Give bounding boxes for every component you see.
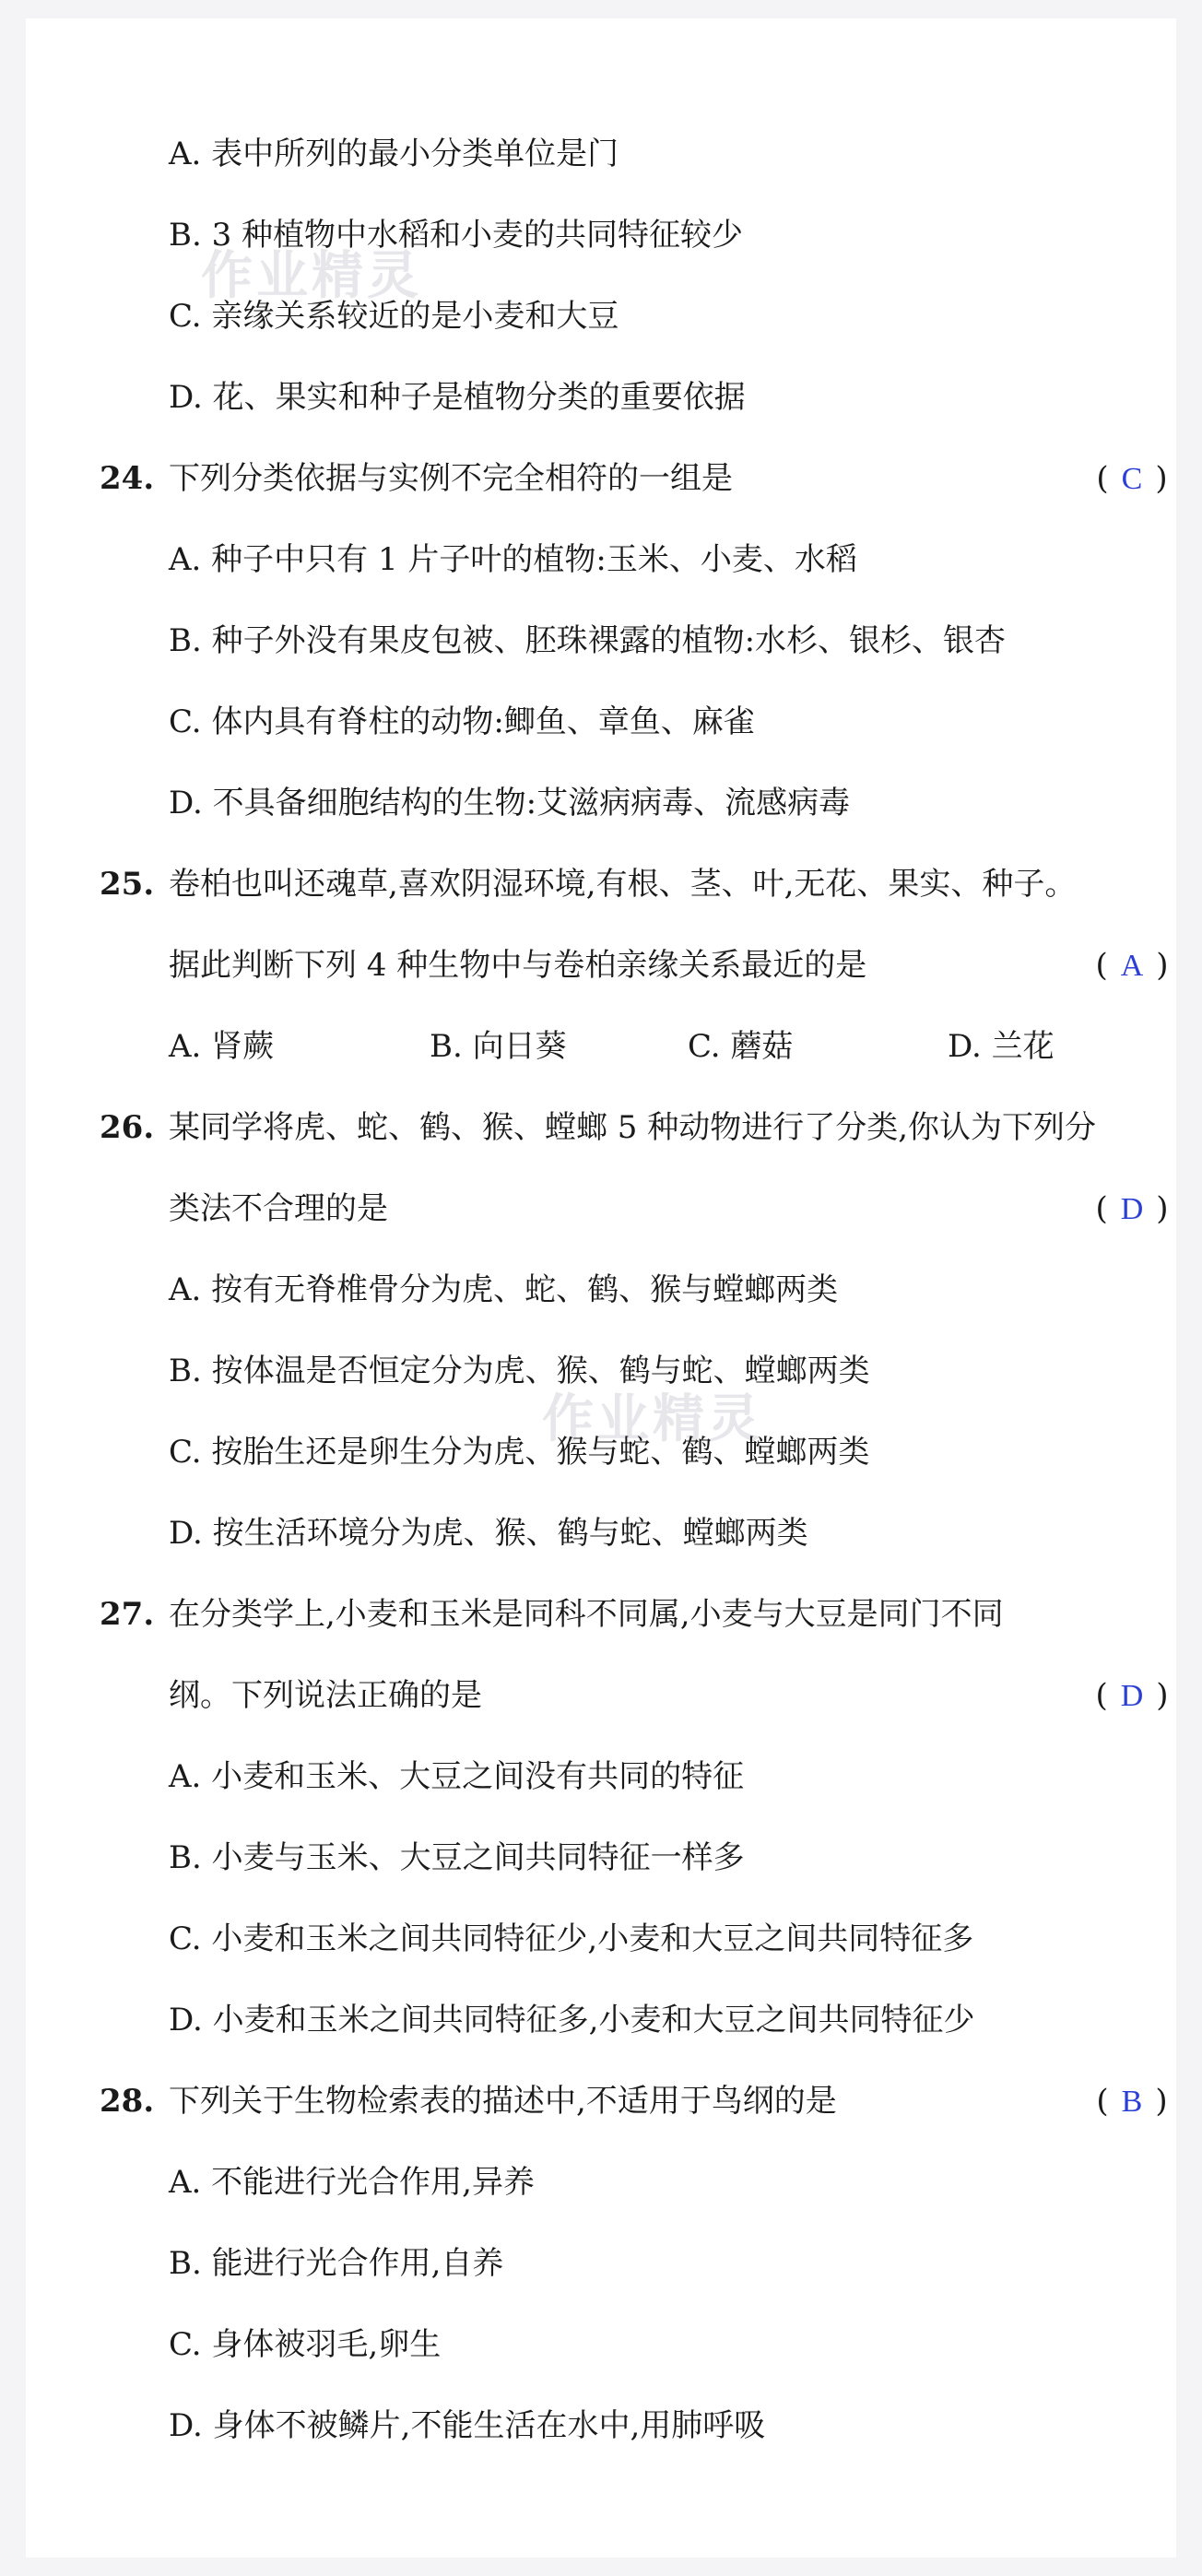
q28-option-b: B. 能进行光合作用,自养 [169,2245,504,2282]
q26-stem-line2: 类法不合理的是 ( D ) [26,1179,1176,1238]
watermark: 作业精灵 [201,246,422,306]
q26-option-b: B. 按体温是否恒定分为虎、猴、鹤与蛇、螳螂两类 [169,1353,870,1389]
q27-option-a: A. 小麦和玉米、大豆之间没有共同的特征 [169,1758,745,1795]
answer-box: ( D ) [1095,1190,1169,1227]
answer-letter: A [1120,949,1144,983]
answer-box: ( A ) [1095,947,1169,984]
answer-letter: B [1121,2085,1143,2119]
q25-stem-line2: 据此判断下列 4 种生物中与卷柏亲缘关系最近的是 ( A ) [26,936,1176,995]
q26-stem-line1: 26. 某同学将虎、蛇、鹤、猴、螳螂 5 种动物进行了分类,你认为下列分 [26,1098,1176,1157]
answer-box: ( B ) [1096,2083,1168,2120]
q25-stem-line1: 25. 卷柏也叫还魂草,喜欢阴湿环境,有根、茎、叶,无花、果实、种子。 [26,855,1176,914]
q24-option-c: C. 体内具有脊柱的动物:鲫鱼、章鱼、麻雀 [169,703,755,740]
q25-option-a: A. 肾蕨 [169,1028,275,1065]
q27-option-b: B. 小麦与玉米、大豆之间共同特征一样多 [169,1839,745,1876]
q24-option-a: A. 种子中只有 1 片子叶的植物:玉米、小麦、水稻 [169,541,857,578]
question-number: 28. [100,2083,155,2120]
q28-option-d: D. 身体不被鳞片,不能生活在水中,用肺呼吸 [169,2407,766,2444]
q28-stem: 28. 下列关于生物检索表的描述中,不适用于鸟纲的是 ( B ) [26,2072,1176,2131]
question-number: 24. [100,460,155,497]
q28-option-c: C. 身体被羽毛,卵生 [169,2326,442,2363]
question-number: 26. [100,1109,155,1146]
q26-option-a: A. 按有无脊椎骨分为虎、蛇、鹤、猴与螳螂两类 [169,1271,839,1308]
q25-option-d: D. 兰花 [948,1028,1055,1065]
q24-option-d: D. 不具备细胞结构的生物:艾滋病病毒、流感病毒 [169,785,851,821]
answer-letter: C [1121,462,1143,496]
answer-letter: D [1120,1192,1144,1226]
q27-option-c: C. 小麦和玉米之间共同特征少,小麦和大豆之间共同特征多 [169,1920,974,1957]
question-number: 25. [100,866,155,903]
question-number: 27. [100,1596,155,1633]
q27-stem-line2: 纲。下列说法正确的是 ( D ) [26,1666,1176,1725]
q26-option-d: D. 按生活环境分为虎、猴、鹤与蛇、螳螂两类 [169,1515,808,1552]
answer-box: ( C ) [1096,460,1168,497]
worksheet-page [26,18,1176,2558]
q26-option-c: C. 按胎生还是卵生分为虎、猴与蛇、鹤、螳螂两类 [169,1434,870,1471]
answer-letter: D [1120,1679,1144,1713]
q24-stem: 24. 下列分类依据与实例不完全相符的一组是 ( C ) [26,449,1176,508]
q28-option-a: A. 不能进行光合作用,异养 [169,2164,535,2201]
q23-option-d: D. 花、果实和种子是植物分类的重要依据 [169,379,746,416]
q25-options [26,1017,1176,1076]
q27-stem-line1: 27. 在分类学上,小麦和玉米是同科不同属,小麦与大豆是同门不同 [26,1585,1176,1644]
q24-option-b: B. 种子外没有果皮包被、胚珠裸露的植物:水杉、银杉、银杏 [169,622,1007,659]
q27-option-d: D. 小麦和玉米之间共同特征多,小麦和大豆之间共同特征少 [169,2002,975,2038]
answer-box: ( D ) [1095,1677,1169,1714]
q23-option-c: C. 亲缘关系较近的是小麦和大豆 [169,298,619,335]
q23-option-b: B. 3 种植物中水稻和小麦的共同特征较少 [169,217,744,254]
q23-option-a: A. 表中所列的最小分类单位是门 [169,136,619,172]
q25-option-c: C. 蘑菇 [688,1028,794,1065]
q25-option-b: B. 向日葵 [430,1028,567,1065]
watermark: 作业精灵 [542,1389,763,1449]
